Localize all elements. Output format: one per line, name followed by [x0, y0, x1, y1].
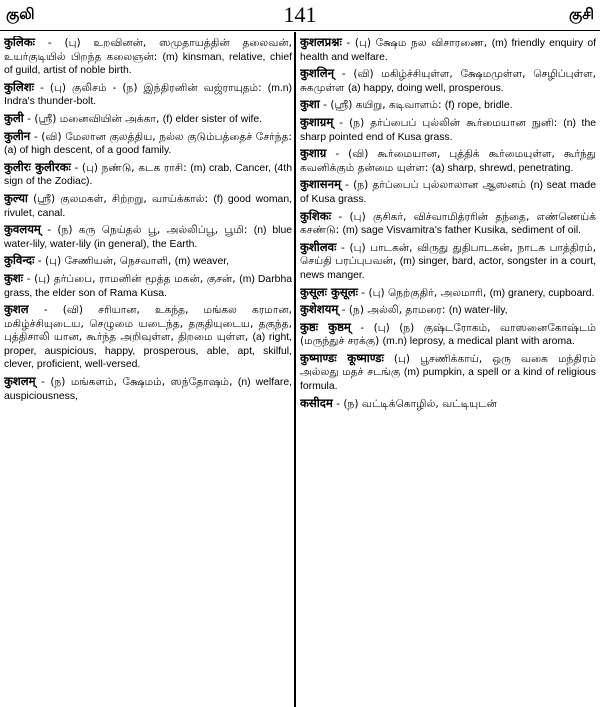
entry-english-gloss: (f) rope, bridle. — [444, 100, 513, 112]
dictionary-entry — [300, 147, 596, 175]
entry-headword: कुशलम् — [4, 374, 36, 389]
entry-tamil-definition: - (பு) பாடகன், விருது துதிபாடகன், நாடக பாத்திரம், செய்தி பரப்புபவன், — [300, 241, 596, 268]
entry-headword: कुसूलः कुसूलः — [300, 284, 358, 299]
dictionary-entry — [300, 303, 596, 318]
entry-english-gloss: (a) of high descent, of a good family. — [4, 145, 172, 157]
entry-tamil-definition: - (பு) சேணியன், நெசவாளி, — [34, 255, 175, 268]
header-right-guide-word: குசி — [569, 5, 594, 23]
entry-headword: कुल्या — [4, 190, 28, 205]
entry-headword: कुलीन — [4, 128, 31, 143]
entry-english-gloss: (m) kinsman, relative, chief of guild, artist of noble birth. — [4, 51, 292, 77]
entry-tamil-definition: - (ஸ்ரீ) கயிறு, கடிவாளம்: — [319, 99, 445, 112]
entry-tamil-definition: - (வி) கூர்மையான, புத்திக் கூர்மையுள்ள, கூர்ந்து கவனிக்கும் தன்மை யுள்ள: — [300, 148, 596, 174]
entry-headword: कसीदम — [300, 395, 333, 410]
dictionary-entry — [4, 375, 292, 403]
entry-english-gloss: (f) good woman, rivulet, canal. — [4, 193, 292, 219]
entry-tamil-definition: - (வி) மகிழ்ச்சியுள்ள, க்ஷேமமுள்ள, செழிப்புள்ள, சுகமுள்ள — [300, 68, 596, 94]
entry-english-gloss: (a) right, proper, auspicious, happy, prosperous, able, apt, skilful, clever, proficient, well-versed. — [4, 332, 292, 371]
entry-english-gloss: (n) water-lily, — [448, 305, 508, 317]
entry-tamil-definition: - (பு) குலிசம் - (ந) இந்திரனின் வஜ்ராயுதம்: — [34, 81, 268, 94]
dictionary-entry — [300, 36, 596, 64]
entry-english-gloss: (m) Darbha grass, the elder son of Rama Kusa. — [4, 273, 292, 299]
dictionary-entry — [300, 116, 596, 144]
entry-headword: कुशीलवः — [300, 239, 337, 254]
entry-english-gloss: (m) friendly enquiry of health and welfare. — [300, 38, 596, 63]
entry-tamil-definition: - (பு) நண்டு, கடக ராசி: — [70, 161, 191, 174]
dictionary-entry — [4, 36, 292, 78]
entry-headword: कुशाग्रम् — [300, 114, 334, 129]
entry-english-gloss: (m) pumpkin, a spell or a kind of religious formula. — [300, 367, 596, 393]
right-column — [300, 36, 596, 707]
entry-english-gloss: (m) granery, cupboard. — [489, 287, 595, 299]
entry-tamil-definition: - (பு) நெற்குதிர், அலமாரி, — [357, 286, 490, 299]
entry-english-gloss: (m.n) leprosy, a medical plant with aroma. — [382, 336, 575, 348]
dictionary-entry — [300, 321, 596, 349]
entry-tamil-definition: - (வி) மேலான குலத்திய, நல்ல குடும்பத்தைச் சேர்ந்த: — [30, 130, 292, 143]
entry-headword: कुलिकः — [4, 36, 36, 49]
dictionary-entry — [300, 241, 596, 283]
dictionary-entry — [4, 81, 292, 109]
dictionary-entry — [300, 210, 596, 238]
entry-english-gloss: (n) seat made of Kusa grass. — [300, 180, 596, 205]
entry-tamil-definition: (பு) பூசணிக்காய், ஒரு வகை மந்திரம் அல்லது மதச் சடங்கு — [300, 352, 596, 379]
entry-headword: कुलिशः — [4, 79, 34, 94]
entry-headword: कुलीरः कुलीरकः — [4, 159, 71, 174]
entry-tamil-definition: - (பு) தர்ப்பை, ராமனின் மூத்த மகன், குசன், — [23, 272, 240, 285]
entry-english-gloss: (n) blue water-lily, water-lily (in general), the Earth. — [4, 225, 292, 250]
dictionary-entry — [4, 161, 292, 189]
entry-headword: कुशः — [4, 270, 24, 285]
entry-tamil-definition: - (பு) உறவினன், ஸமுதாயத்தின் தலைவன், உயர்குடியில் பிறந்த கலைஞன்: — [4, 37, 292, 63]
dictionary-entry — [300, 178, 596, 206]
entry-tamil-definition: (ஸ்ரீ) குலமகள், சிற்றறு, வாய்க்கால்: — [27, 192, 214, 205]
entry-headword: कुशलप्रश्नः — [300, 36, 342, 49]
dictionary-entry — [4, 272, 292, 300]
dictionary-entry — [4, 303, 292, 372]
entry-english-gloss: (m) crab, Cancer, (4th sign of the Zodiac). — [4, 162, 292, 188]
column-divider — [294, 32, 296, 707]
entry-headword: कुशलिन् — [300, 66, 335, 81]
page-number: 141 — [283, 2, 317, 27]
entry-tamil-definition: - (ந) அல்லி, தாமரை: — [338, 304, 449, 317]
entry-tamil-definition: - (ந) மங்களம், க்ஷேமம், ஸந்தோஷம், — [35, 376, 238, 389]
entry-headword: कुशल — [4, 302, 29, 317]
entry-english-gloss: (m) weaver, — [174, 256, 230, 268]
entry-english-gloss: (f) elder sister of wife. — [162, 113, 263, 125]
entry-english-gloss: (m.n) Indra's thunder-bolt. — [4, 82, 292, 108]
dictionary-entry — [4, 254, 292, 269]
dictionary-entry — [300, 397, 596, 412]
entry-tamil-definition: - (வி) சரியான, உகந்த, மங்கல கரமான, மகிழ்ச்சியுடைய, செழுமை யடைந்த, தகுதியுடைய, தகுந்த, புத்திசாலி யான, கூர்ந்த அறிவுள்ள, திறமை யுள்ள, — [4, 304, 292, 344]
dictionary-entry — [4, 192, 292, 220]
page-header — [0, 0, 600, 31]
entry-headword: कुविन्दः — [4, 253, 35, 268]
dictionary-entry — [300, 67, 596, 95]
entry-headword: कुवलयम् — [4, 222, 41, 237]
entry-english-gloss: (n) the sharp pointed end of Kusa grass. — [300, 117, 596, 143]
entry-headword: कुष्ठः कुष्ठम् — [300, 319, 351, 334]
entry-headword: कुशेशयम् — [300, 302, 339, 317]
dictionary-entry — [300, 286, 596, 301]
header-left-guide-word: குலி — [6, 5, 35, 23]
entry-english-gloss: (a) happy, doing well, prosperous. — [347, 82, 504, 94]
entry-tamil-definition: - (பு) (ந) குஷ்டரோகம், வாஸனைகோஷ்டம் (மருந்துச் சரக்கு) — [300, 321, 596, 348]
entry-headword: कुशा — [300, 97, 320, 112]
dictionary-entry — [4, 130, 292, 158]
dictionary-entry — [4, 112, 292, 127]
entry-tamil-definition: - (ஸ்ரீ) மனைவியின் அக்கா, — [23, 112, 163, 125]
dictionary-entry — [300, 98, 596, 113]
dictionary-entry — [300, 352, 596, 394]
entry-english-gloss: (a) sharp, shrewd, penetrating. — [431, 162, 574, 174]
entry-tamil-definition: - (ந) கரு நெய்தல் பூ, அல்லிப்பூ, பூமி: — [40, 224, 254, 237]
entry-english-gloss: (m) sage Visvamitra's father Kusika, sediment of oil. — [342, 225, 582, 237]
entry-headword: कुशासनम् — [300, 177, 341, 192]
entry-english-gloss: (n) welfare, auspiciousness, — [4, 377, 292, 402]
entry-tamil-definition: - (பு) க்ஷேம நல விசாரணை, — [341, 37, 492, 49]
entry-tamil-definition: - (ந) தர்ப்பைப் புல்லின் கூர்மையான நுனி: — [333, 116, 564, 129]
entry-tamil-definition: - (ந) தர்ப்பைப் புல்லாலான ஆஸனம் — [341, 179, 531, 192]
entry-english-gloss: (m) singer, bard, actor, songster in a court, news manger. — [300, 256, 596, 281]
entry-headword: कुली — [4, 110, 24, 125]
dictionary-entry — [4, 223, 292, 251]
entry-tamil-definition: - (பு) குசிகர், விச்வாமித்ரரின் தந்தை, எண்ணெய்க் கசண்டு: — [300, 210, 596, 237]
entry-headword: कुशिकः — [300, 208, 332, 223]
left-column — [4, 36, 292, 707]
entry-headword: कुष्माण्डः कूष्माण्डः — [300, 350, 384, 365]
entry-tamil-definition: - (ந) வட்டிக்கொழில், வட்டியுடன் — [332, 397, 497, 410]
entry-headword: कुशाग्र — [300, 146, 327, 161]
